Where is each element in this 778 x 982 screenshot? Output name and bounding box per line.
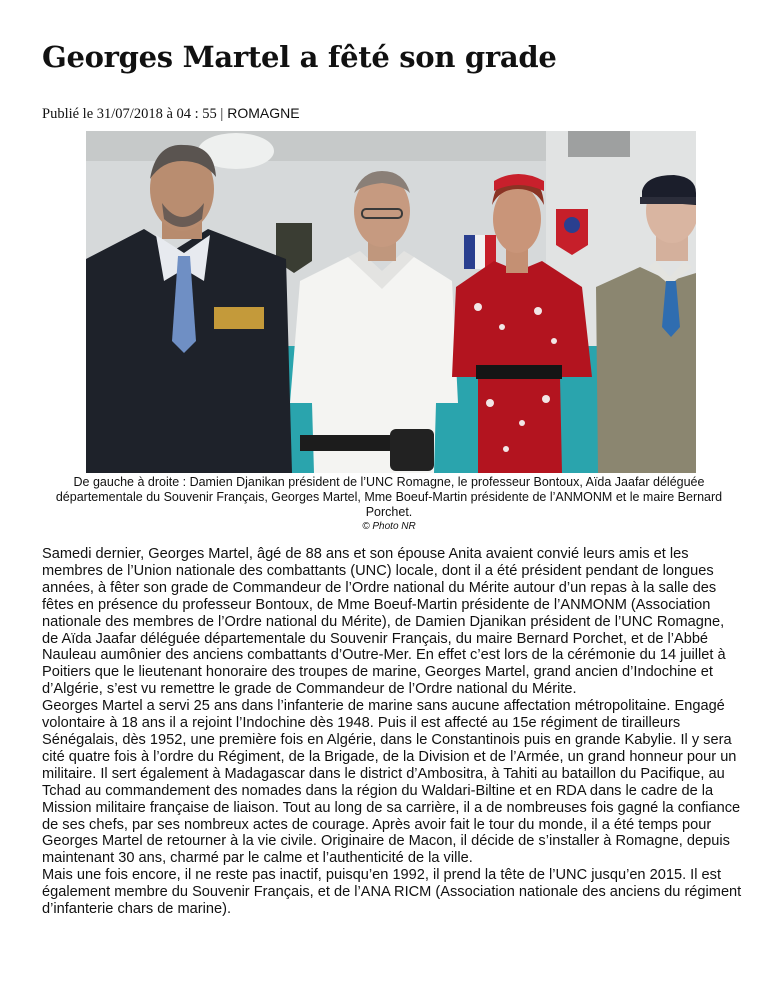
photo-credit: © Photo NR bbox=[362, 521, 416, 532]
article-body bbox=[42, 546, 742, 918]
article-paragraph: Georges Martel a servi 25 ans dans l’infanterie de marine sans aucune affectation métropolitaine. Engagé volontaire à 18 ans il a rejoint l’Indochine dès 1948. Puis il est affecté au 15e régiment de tirailleurs Sénégalais, dès 1952, une première fois en Algérie, dans le Constantinois puis en grande Kabylie. Il y sera cité quatre fois à l’ordre du Régiment, de la Brigade, de la Division et de l’Armée, un grand honneur pour un militaire. Il sert également à Madagascar dans le district d’Ambositra, à Tahiti au bataillon du Pacifique, au Tchad au commandement des nomades dans la région du Waldari-Biltine et en RDA dans le cadre de la Mission militaire française de liaison. Tout au long de sa carrière, il a de nombreuses fois gagné la confiance de ses chefs, par ses nombreux actes de courage. Après avoir fait le tour du monde, il a été temps pour Georges Martel de retourner à la vie civile. Originaire de Macon, il décide de s’installer à Romagne, depuis maintenant 30 ans, charmé par le calme et l’authenticité de la ville. bbox=[42, 698, 741, 867]
publish-date: Publié le 31/07/2018 à 04 : 55 | bbox=[42, 106, 224, 122]
photo-caption-block bbox=[40, 475, 738, 533]
group-photo-illustration bbox=[86, 131, 696, 473]
photo-caption: De gauche à droite : Damien Djanikan président de l’UNC Romagne, le professeur Bontoux, Aïda Jaafar déléguée départementale du Souvenir Français, Georges Martel, Mme Boeuf-Martin présidente de l’ANMONM et le maire Bernard Porchet. bbox=[55, 475, 723, 519]
speaker bbox=[568, 131, 630, 157]
section-link[interactable]: ROMAGNE bbox=[227, 105, 300, 121]
article-photo bbox=[86, 131, 696, 473]
article-title: Georges Martel a fêté son grade bbox=[42, 40, 557, 74]
article-paragraph: Mais une fois encore, il ne reste pas inactif, puisqu’en 1992, il prend la tête de l’UNC jusqu’en 2015. Il est également membre du Souvenir Français, et de l’ANA RICM (Association nationale des anciens du régiment d’infanterie chars de marine). bbox=[42, 867, 742, 918]
article-paragraph: Samedi dernier, Georges Martel, âgé de 88 ans et son épouse Anita avaient convié leurs amis et les membres de l’Union nationale des combattants (UNC) locale, dont il a été président pendant de longues années, à fêter son grade de Commandeur de l’Ordre national du Mérite autour d’un repas à la salle des fêtes en présence du professeur Bontoux, de Mme Boeuf-Martin présidente de l’ANMONM (Association nationale des membres de l’Ordre national du Mérite), de Damien Djanikan président de l’UNC Romagne, de Aïda Jaafar déléguée départementale du Souvenir Français, du maire Bernard Porchet, et de l’Abbé Nauleau aumônier des anciens combattants d’Outre-Mer. En effet c’est lors de la cérémonie du 14 juillet à Poitiers que le lieutenant honoraire des troupes de marine, Georges Martel, grand ancien d’Indochine et d’Algérie, s’est vu remettre le grade de Commandeur de l’Ordre national du Mérite. bbox=[42, 546, 726, 698]
article-meta bbox=[42, 105, 300, 123]
